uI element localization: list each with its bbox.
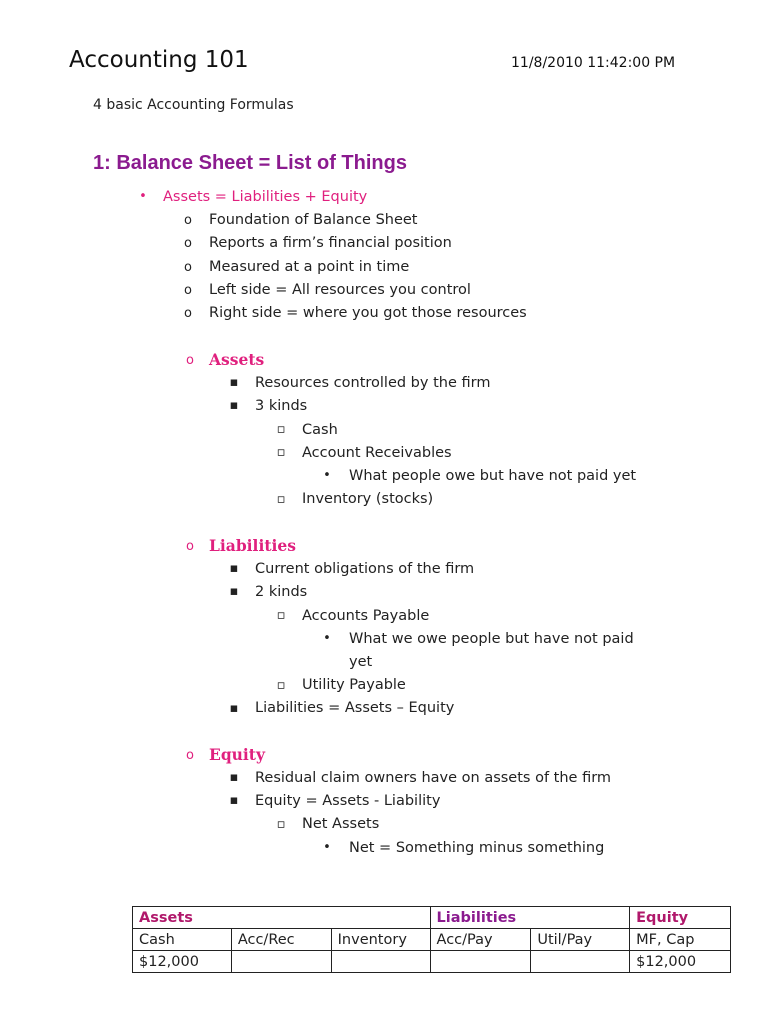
bullet-circle-icon: o [186, 353, 194, 368]
table-cell [331, 951, 430, 973]
list-item: Foundation of Balance Sheet [209, 212, 418, 228]
bullet-square-icon: ▪ [229, 584, 239, 599]
list-item: 3 kinds [255, 398, 308, 414]
list-item: Utility Payable [302, 677, 406, 693]
list-item: Account Receivables [302, 445, 452, 461]
list-item: yet [349, 654, 373, 670]
bullet-circle-icon: o [184, 260, 192, 275]
page-subtitle: 4 basic Accounting Formulas [93, 97, 294, 113]
list-item: What we owe people but have not paid [349, 631, 634, 647]
table-cell: Acc/Rec [231, 929, 331, 951]
bullet-hollow-square-icon: ▫ [276, 817, 286, 832]
balance-sheet-table [132, 906, 731, 973]
bullet-square-icon: ▪ [229, 701, 239, 716]
list-item: Accounts Payable [302, 608, 430, 624]
bullet-dot-icon: • [323, 468, 331, 483]
bullet-dot-icon: • [323, 631, 331, 646]
list-item: Cash [302, 422, 338, 438]
bullet-square-icon: ▪ [229, 398, 239, 413]
table-cell [430, 951, 531, 973]
bullet-square-icon: ▪ [229, 770, 239, 785]
bullet-circle-icon: o [184, 213, 192, 228]
equity-heading: Equity [209, 745, 265, 764]
list-item: Net Assets [302, 816, 380, 832]
bullet-hollow-square-icon: ▫ [276, 492, 286, 507]
bullet-dot-icon: • [139, 189, 147, 204]
bullet-square-icon: ▪ [229, 375, 239, 390]
table-cell: Util/Pay [531, 929, 630, 951]
table-cell: Inventory [331, 929, 430, 951]
table-row [133, 929, 731, 951]
table-header-assets: Assets [133, 907, 431, 929]
bullet-square-icon: ▪ [229, 561, 239, 576]
table-cell: MF, Cap [630, 929, 731, 951]
formula-line: Assets = Liabilities + Equity [163, 189, 368, 205]
bullet-circle-icon: o [186, 748, 194, 763]
bullet-circle-icon: o [184, 283, 192, 298]
bullet-hollow-square-icon: ▫ [276, 608, 286, 623]
list-item: Reports a firm’s financial position [209, 235, 452, 251]
list-item: What people owe but have not paid yet [349, 468, 637, 484]
page-timestamp: 11/8/2010 11:42:00 PM [511, 55, 676, 71]
list-item: Equity = Assets - Liability [255, 793, 441, 809]
table-cell: Acc/Pay [430, 929, 531, 951]
list-item: 2 kinds [255, 584, 308, 600]
liabilities-heading: Liabilities [209, 536, 296, 555]
table-cell: $12,000 [630, 951, 731, 973]
table-cell [231, 951, 331, 973]
bullet-hollow-square-icon: ▫ [276, 422, 286, 437]
bullet-dot-icon: • [323, 840, 331, 855]
bullet-circle-icon: o [184, 306, 192, 321]
list-item: Residual claim owners have on assets of the firm [255, 770, 612, 786]
list-item: Net = Something minus something [349, 840, 605, 856]
table-row [133, 951, 731, 973]
page-title: Accounting 101 [69, 47, 249, 73]
table-header-row [133, 907, 731, 929]
list-item: Measured at a point in time [209, 259, 410, 275]
list-item: Resources controlled by the firm [255, 375, 491, 391]
bullet-square-icon: ▪ [229, 793, 239, 808]
list-item: Liabilities = Assets – Equity [255, 700, 455, 716]
table-cell [531, 951, 630, 973]
bullet-hollow-square-icon: ▫ [276, 445, 286, 460]
table-header-liabilities: Liabilities [430, 907, 630, 929]
list-item: Inventory (stocks) [302, 491, 434, 507]
list-item: Left side = All resources you control [209, 282, 471, 298]
table-cell: Cash [133, 929, 232, 951]
section-heading: 1: Balance Sheet = List of Things [93, 152, 407, 174]
table-cell: $12,000 [133, 951, 232, 973]
assets-heading: Assets [209, 350, 265, 369]
bullet-circle-icon: o [184, 236, 192, 251]
list-item: Right side = where you got those resources [209, 305, 527, 321]
bullet-circle-icon: o [186, 539, 194, 554]
bullet-hollow-square-icon: ▫ [276, 678, 286, 693]
list-item: Current obligations of the firm [255, 561, 475, 577]
table-header-equity: Equity [630, 907, 731, 929]
